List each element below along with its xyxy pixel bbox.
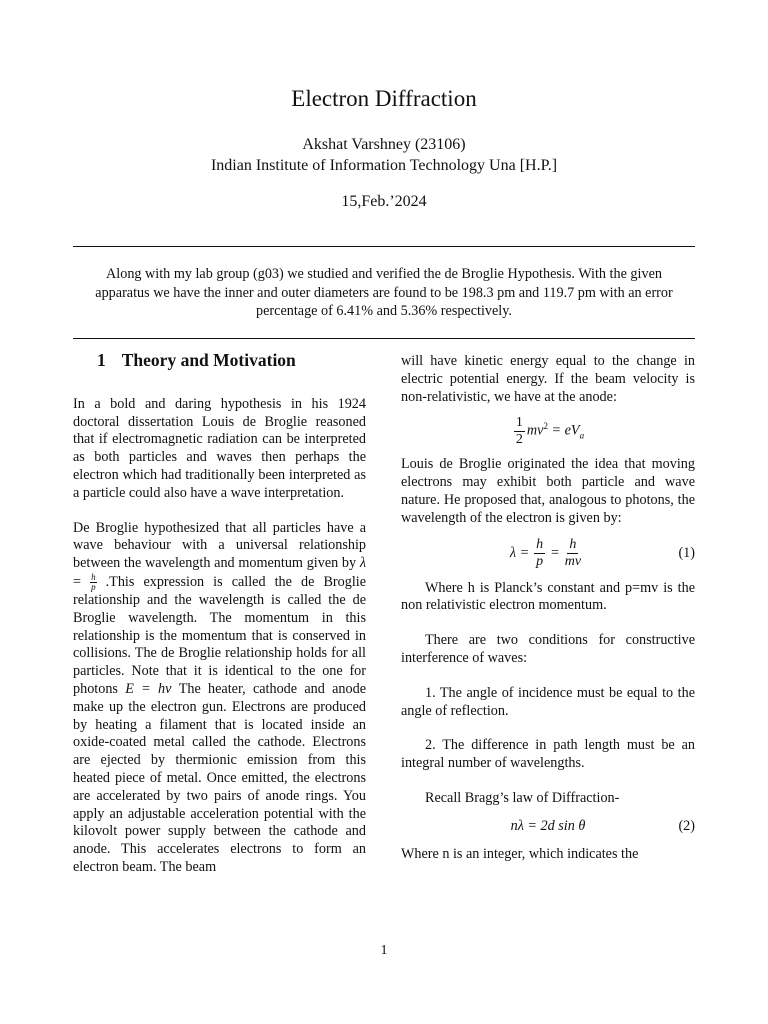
author-line: Akshat Varshney (23106) bbox=[302, 136, 466, 153]
photon-energy-formula: E = hν bbox=[125, 680, 172, 697]
paragraph: 1. The angle of incidence must be equal to the angle of reflection. bbox=[401, 684, 695, 719]
paragraph: 2. The difference in path length must be an integral number of wavelengths. bbox=[401, 737, 695, 772]
paragraph: Recall Bragg’s law of Diffraction- bbox=[425, 789, 620, 806]
paragraph: Where h is Planck’s constant and p=mv is the non relativistic electron momentum. bbox=[401, 579, 695, 614]
paragraph: Louis de Broglie originated the idea that moving electrons may exhibit both particle and wave nature. He proposed that, analogous to photons, the wavelength of the electron is given by: bbox=[401, 456, 695, 526]
paragraph: There are two conditions for constructive interference of waves: bbox=[401, 632, 695, 666]
paragraph: In a bold and daring hypothesis in his 1924 doctoral dissertation Louis de Broglie reasoned that if electromagnetic radiation can be interpreted as both particles and waves then perhaps the electron which had traditionally been interpreted as a particle could also have a wave interpretation. bbox=[73, 395, 366, 501]
paragraph: Where n is an integer, which indicates the bbox=[401, 845, 639, 862]
abstract: Along with my lab group (g03) we studied and verified the de Broglie Hypothesis. With the given apparatus we have the inner and outer diameters are found to be 198.3 pm and 119.7 pm with an error percentage of 6.41% and 5.36% respectively. bbox=[95, 266, 673, 319]
h-over-p-fraction: $\frac{h}{p}$ bbox=[91, 571, 96, 592]
paper-title: Electron Diffraction bbox=[291, 86, 477, 111]
abstract-bottom-rule bbox=[73, 338, 695, 339]
bragg-equation: nλ = 2d sin θ (2) bbox=[510, 817, 695, 834]
de-broglie-equation: λ = $\frac{h}{p}$ = $\frac{h}{mv}$ (1) bbox=[509, 537, 695, 570]
date-line: 15,Feb.’2024 bbox=[341, 193, 427, 210]
paragraph: will have kinetic energy equal to the change in electric potential energy. If the beam velocity is non-relativistic, we have at the anode: bbox=[401, 353, 695, 405]
abstract-top-rule bbox=[73, 246, 695, 247]
section-title: Theory and Motivation bbox=[121, 350, 296, 370]
paragraph: De Broglie hypothesized that all particles have a wave behaviour with a universal relationship between the wavelength and momentum given by λ = $\frac{h}{p}$ .This expression is called the de Broglie relationship and the wavelength is called the de Broglie wavelength. The momentum in this relationship is the momentum that is conserved in collisions. The de Broglie relationship holds for all particles. Note that it is identical to the one for photons E = hν The heater, cathode and anode make up the electron gun. Electrons are produced by heating a filament that is located inside an oxide-coated metal called the cathode. Electrons are ejected by thermionic emission from this heated piece of metal. Once emitted, the electrons are accelerated by two pairs of anode rings. You apply an adjustable acceleration potential with the kilovolt power supply between the cathode and anode. This accelerates electrons to form an electron beam. The beam bbox=[73, 519, 366, 875]
section-number: 1 bbox=[97, 350, 106, 370]
equation-number: (1) bbox=[678, 544, 695, 561]
equation-number: (2) bbox=[678, 817, 695, 834]
institution-line: Indian Institute of Information Technology Una [H.P.] bbox=[210, 157, 558, 174]
kinetic-energy-equation: $\frac{1}{2}$ $mv^2 = eV_a$ bbox=[515, 414, 585, 447]
left-column bbox=[73, 352, 366, 877]
page-number: 1 bbox=[380, 943, 388, 958]
right-column bbox=[401, 353, 695, 864]
section-heading bbox=[73, 352, 366, 370]
